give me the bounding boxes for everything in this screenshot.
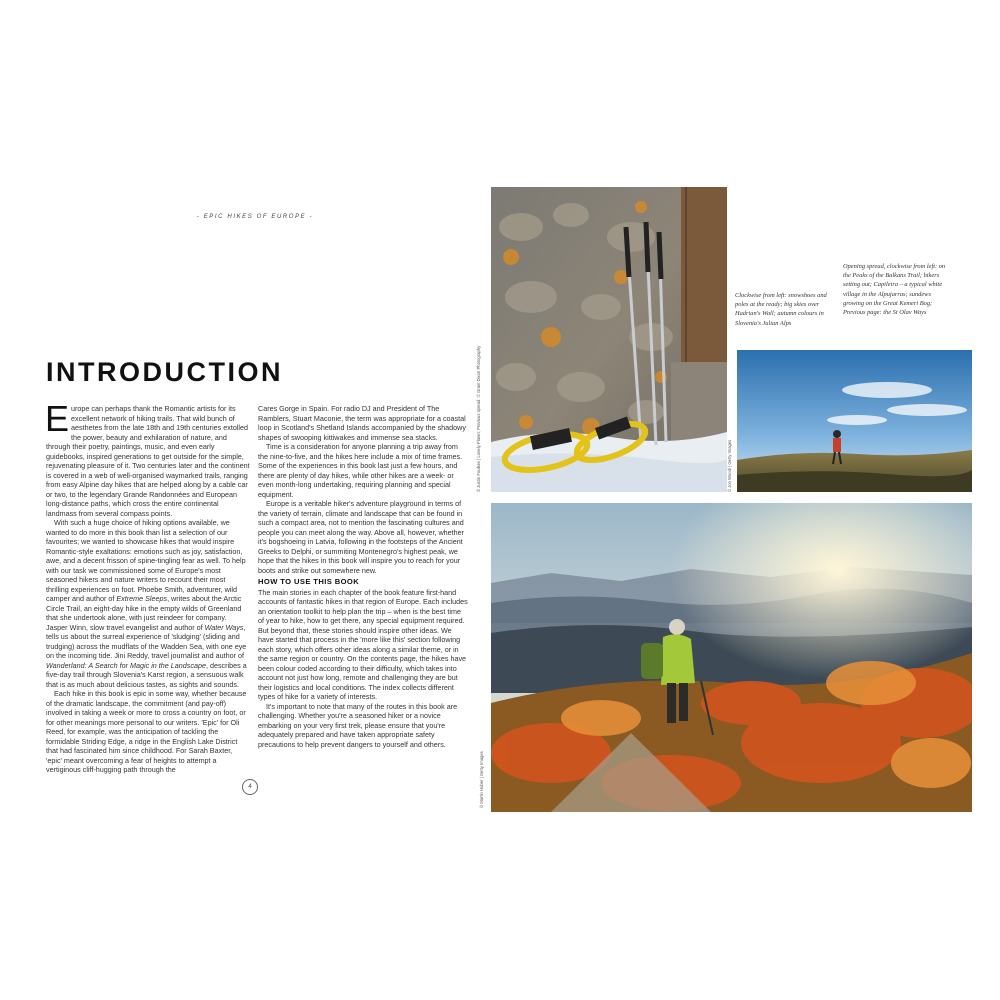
p2-text-e: , tells us about the surreal experience of 'sludging' (sliding and trudging) across the mudflats of the Wadden Sea, with one eye on the incoming tide. Jini Reddy, travel journalist and author of [46, 622, 247, 660]
caption-right: Opening spread, clockwise from left: on the Peaks of the Balkans Trail; hikers setting out; Capileira – a typical white village in the Alpujarras; sundews growing on the Great Kemeri Bog; Previous page: the St Olav Ways [843, 263, 946, 317]
photo-credit-top: © Justin Foulkes | Lonely Planet; Previous spread: © Grant Dixon Photography [476, 345, 481, 492]
paragraph-1 [45, 398, 250, 518]
p2-text-c: , writes about the Arctic Circle Trail, an eight-day hike in the empty wilds of Greenland that she undertook alone, with just reindeer for company. Jasper Winn, slow travel evangelist and author of [46, 594, 242, 632]
snowshoes-photo [491, 187, 727, 492]
paragraph-1-text: urope can perhaps thank the Romantic artists for its excellent network of hiking trails. That wild bunch of aesthetes from the late 18th and 19th centuries extolled the power, beauty and exhilaration of nature, and through their poetry, paintings, music, and even early guidebooks, inspired generations to get outside for the simple, rejuvenating pleasure of it. Two centuries later and the continent is covered in a web of well-organised waymarked trails, ranging from easy Alpine day hikes that are helped along by a cable car or two, to the legendary Grande Randonnées and European long-distance paths, which cross the entire continental landmass from several compass points. [46, 404, 250, 518]
paragraph-6: Europe is a veritable hiker's adventure playground in terms of the variety of terrain, climate and landscape that can be found in such a compact area, not to mention the fascinating cultures and people you can meet along the way. Above all, however, whether it's bogshoeing in Latvia, following in the footsteps of the Ancient Greeks to Delphi, or summiting Montenegro's highest peak, we hope that the hikes in this book will inspire you to reach for your boots and strike out somewhere new. [258, 499, 465, 575]
book-title-wanderland: Wanderland: A Search for Magic in the Landscape [46, 660, 206, 670]
hadrians-wall-photo [737, 350, 972, 492]
text-column-2 [258, 404, 468, 749]
page-title: INTRODUCTION [46, 357, 283, 387]
p2-text-g: , describes a five-day trail through Slovenia's Karst region, a sensuous walk that is as much about delicious tastes, as sights and sounds. [46, 660, 247, 689]
caption-left: Clockwise from left: snowshoes and poles at the ready; big skies over Hadrian's Wall; autumn colours in Slovenia's Julian Alps [735, 292, 827, 327]
photo-credit-middle: © Jon Woodi | Getty Images [727, 439, 732, 492]
page-number: 4 [242, 779, 258, 795]
paragraph-7: The main stories in each chapter of the book feature first-hand accounts of fantastic hikes in that region of Europe. Each includes an orientation toolkit to help plan the trip – when is the best time of year to hike, how to get there, any special equipment required. But beyond that, these stories should inspire other ideas. We have started that process in the 'more like this' section following each story, which offers other ideas along a similar theme, or in the same region or country. On the contents page, the hikes have been colour coded according to their difficulty, which takes into account not just how long, remote and challenging they are but their logistics and local conditions. The index collects different types of hike for a variety of interests. [258, 587, 468, 701]
text-column-1 [45, 398, 250, 775]
paragraph-8: It's important to note that many of the routes in this book are challenging. Whether you're a seasoned hiker or a novice embarking on your very first trek, please ensure that you're adequately prepared and have taken appropriate safety precautions to help prevent dangers to yourself and others. [258, 701, 458, 749]
book-title-extreme-sleeps: Extreme Sleeps [116, 594, 168, 603]
drop-cap: E [45, 398, 70, 439]
hadrians-wall-photo-icon [737, 350, 972, 492]
paragraph-5: Time is a consideration for anyone planning a trip away from the nine-to-five, and the hikes here include a mix of time frames. Some of the experiences in this book last just a few hours, and there are plenty of day hikes, while other hikes are a week- or even month-long undertaking, requiring planning and special equipment. [258, 442, 463, 499]
p2-text-a: With such a huge choice of hiking options available, we wanted to do more in this book than list a selection of our favourites; we wanted to showcase hikes that would inspire Romantic-style exaltations: emotions such as joy, satisfaction, awe, and a decent frisson of spine-tingling fear as well. To help with our task we commissioned some of Europe's most seasoned hikers and nature writers to recount their most thrilling experiences on foot. Phoebe Smith, adventurer, wild camper and author of [46, 518, 246, 603]
julian-alps-photo-icon [491, 503, 972, 812]
photo-credit-bottom: © Martin Huber | Getty Images [479, 751, 484, 808]
paragraph-3: Each hike in this book is epic in some way, whether because of the dramatic landscape, the commitment (and pay-off) involved in taking a week or more to cross a country on foot, or for other meanings more personal to our writers. 'Epic' for Oli Reed, for example, was the anticipation of tackling the formidable Striding Edge, a ridge in the English Lake District that had fascinated him since childhood. For Sarah Baxter, 'epic' meant overcoming a fear of heights to attempt a vertiginous cliff-hugging path through the [46, 689, 247, 774]
section-heading: HOW TO USE THIS BOOK [258, 577, 360, 586]
paragraph-4: Cares Gorge in Spain. For radio DJ and President of The Ramblers, Stuart Maconie, the term was appropriate for a coastal loop in Scotland's Shetland Islands accompanied by the shadowy shapes of swooping kittiwakes and immense sea stacks. [258, 404, 466, 442]
running-header: - EPIC HIKES OF EUROPE - [196, 214, 314, 220]
paragraph-2 [46, 518, 250, 689]
snowshoes-photo-icon [491, 187, 727, 492]
julian-alps-photo [491, 503, 972, 812]
book-title-water-ways: Water Ways [204, 622, 244, 632]
